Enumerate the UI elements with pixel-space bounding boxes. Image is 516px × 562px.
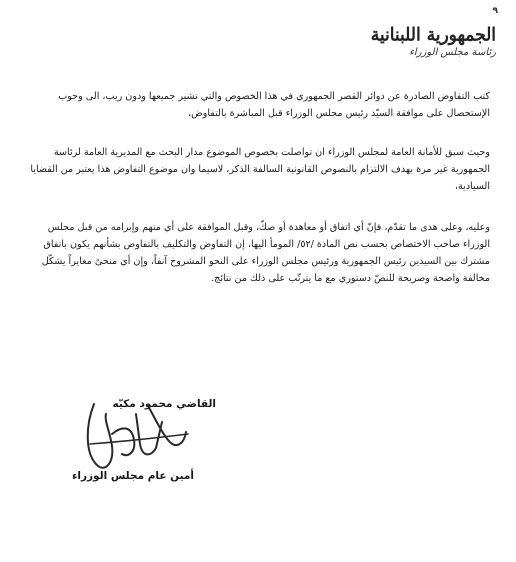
- paragraph-2: وحيث سبق للأمانة العامة لمجلس الوزراء ان تواصلت بخصوص الموضوع مدار البحث مع المديرية العامة لرئاسة الجمهورية غير مرة بهدف الالتزام بالنصوص القانونية السالفة الذكر، لاسيما وان موضوع التفاوض هذا يعتبر من القضايا السيادية،: [30, 147, 490, 192]
- signer-title: أمين عام مجلس الوزراء: [72, 470, 194, 482]
- handwritten-signature: [76, 384, 196, 479]
- signature-block: [66, 398, 216, 410]
- letterhead-title: الجمهورية اللبنانية: [370, 24, 496, 46]
- letterhead-subtitle: رئاسة مجلس الوزراء: [409, 47, 496, 58]
- page-number: ٩: [492, 6, 498, 16]
- paragraph-3: وعليه، وعلى هدى ما تقدّم، فإنّ أي اتفاق أو معاهدة أو صكّ، وقبل الموافقة على أي منهم وإبرامه من قبل مجلس الوزراء صاحب الاختصاص بحسب نص المادة /٥٢/ المومأ اليها، إن التفاوض والتكليف بالتفاوض بشأنهم يكون باتفاق مشترك بين السيدين رئيس الجمهورية ورئيس مجلس الوزراء على النحو المشروح آنفاً، وإن أي منحىً مغايراً يشكّل مخالفة واضحة وصريحة للنصّ دستوري مع ما يترتّب على ذلك من نتائج.: [41, 222, 490, 284]
- letterhead: [346, 24, 496, 58]
- paragraph-1: كتب التفاوض الصادرة عن دوائر القصر الجمهوري في هذا الخصوص والتي تشير جميعها ودون ريب، الى وجوب الإستحصال على موافقة السيّد رئيس مجلس الوزراء قبل المباشرة بالتفاوض،: [58, 91, 490, 119]
- letter-body: [30, 88, 490, 309]
- signer-name: القاضي محمود مكيّه: [112, 398, 216, 410]
